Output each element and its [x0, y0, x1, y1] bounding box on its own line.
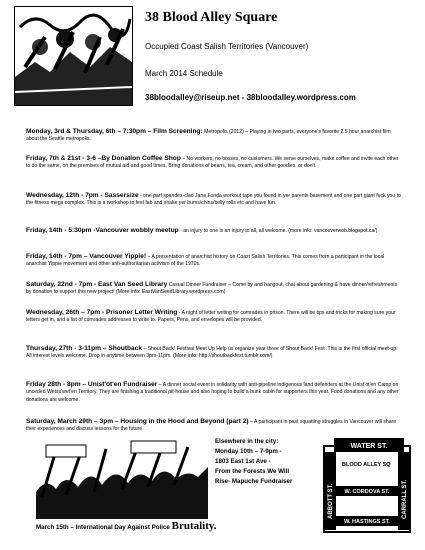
event-item: [26, 128, 404, 144]
event-item: [26, 381, 404, 404]
map-label-water: WATER ST.: [350, 443, 388, 450]
schedule-line: March 2014 Schedule: [145, 69, 223, 78]
event-item: [26, 192, 404, 208]
event-description: – A presentation of anarchist history on Coast Salish Territories. This comes from a participant in the local anarchist Yippie movement and other anti-authoritarian activism of the 1970s.: [26, 254, 385, 268]
event-item: [26, 155, 404, 171]
event-description: - one part spandex-clad Jane Fonda workout tape you found in yer parents basement and one part giant fuck you to the fitness mega complex. This is a workshop to feel fab and shake yer bums/chins/belly rolls etc and have fun.: [26, 193, 401, 207]
event-title: Saturday, March 29th – 3pm – Housing in the Hood and Beyond (part 2): [26, 418, 249, 425]
elsewhere-heading: Elsewhere in the city:: [215, 438, 279, 445]
location-map: [316, 434, 418, 536]
elsewhere-box: [215, 437, 292, 487]
map-label-carrall: CARRALL ST.: [402, 479, 408, 519]
footer-line: [36, 520, 217, 532]
event-title: Friday 28th - 8pm – Unist'ot'en Fundraiser: [26, 381, 158, 388]
event-description: - A night of letter writing for comrades in prison. There will be tips and tricks for making sure your letters get in, and a list of comrades addresses to write to. Papers, Pens, and envelopes will be provided.: [26, 310, 396, 324]
event-title: Friday, 7th & 21st - 3-6 –By Donation Coffee Shop: [26, 155, 181, 162]
map-label-abbott: ABBOTT ST.: [328, 483, 334, 519]
event-title: Wednesday, 26th – 7pm - Prisoner Letter Writing: [26, 309, 178, 316]
footer-prefix: March 15th – International Day Against Police: [36, 524, 170, 531]
event-title: Monday, 3rd & Thursday, 6th – 7:30pm – Film Screening:: [26, 128, 203, 135]
event-description: – Shout Back! Festival Meet Up Help us organize year three of Shout Back! Fest .This is the first official meet-up. All interest levels welcome. Drop in anytime between 3pm-11pm. (More info: http://shoutbackfest.tumblr.com/): [26, 346, 398, 360]
event-item: [26, 227, 404, 235]
event-description: – A participant in past squatting struggles in Vancouver will share their experiences and discuss lessons for the future.: [26, 419, 397, 433]
event-description: - an injury to one is an injury to all, all welcome. (more info: vancouverwob.blogspot.ca/): [178, 228, 378, 234]
header-woodcut-illustration: [14, 6, 133, 106]
event-description: Casual Dinner Fundraiser – Come by and hangout, chat about gardening & have dinner/refreshments by donation to support this new project! (More info: EastVanSeedLibrary.wordpress.com): [26, 282, 398, 296]
map-label-hastings: W. HASTINGS ST.: [344, 519, 390, 525]
event-title: Friday, 14th - 5:30pm -Vancouver wobbly meetup: [26, 227, 179, 234]
event-title: Wednesday, 12th - 7pm - Sassersize: [26, 192, 139, 199]
territory-line: Occupied Coast Salish Territories (Vancouver): [145, 42, 309, 51]
event-item: [26, 418, 404, 434]
event-item: [26, 345, 404, 361]
event-item: [26, 309, 404, 325]
elsewhere-line: Monday 10th – 7-9pm -: [215, 448, 282, 455]
map-label-cordova: W. CORDOVA ST.: [344, 489, 390, 495]
event-title: Saturday, 22nd - 7pm - East Van Seed Library: [26, 281, 168, 288]
event-item: [26, 281, 404, 297]
event-title: Thursday, 27th - 3-11pm – Shoutback: [26, 345, 143, 352]
crowd-illustration: [36, 437, 208, 519]
contact-line: 38bloodalley@riseup.net - 38bloodalley.wordpress.com: [145, 93, 356, 102]
elsewhere-line: From the Forests We Will: [215, 468, 290, 475]
map-label-alley: BLOOD ALLEY SQ: [342, 462, 391, 468]
event-title: Friday, 14th - 7pm – Vancouver Yippie!: [26, 253, 147, 260]
event-description: – A dinner social event in solidarity with anti-pipeline indigenous land defenders at the Unist'ot'en Camp on unceded Wetsu'wet'en Territory. They are finishing a traditional pit-house and also hoping to build a bunk cabin for supporters this year. Food donations and any other donations are welcome.: [26, 382, 399, 403]
elsewhere-line: 1803 East 1st Ave -: [215, 458, 271, 465]
event-item: [26, 253, 404, 269]
event-description: – No workers, no bosses, no customers. We serve ourselves, make coffee and invite each other to do the same, on the premises of mutual aid and good times. Bring donations of beans, tea, cream, and other goodies, or don't.: [26, 156, 399, 170]
footer-emphasis: Brutality.: [171, 520, 217, 532]
event-description: Metropolis (2012) – Playing in two parts, everyone's favorite 2.5 hour anarchist film about the Seattle metropolis.: [26, 129, 391, 143]
page-title: 38 Blood Alley Square: [145, 10, 278, 25]
elsewhere-line: Rise- Mapuche Fundraiser: [215, 478, 293, 485]
